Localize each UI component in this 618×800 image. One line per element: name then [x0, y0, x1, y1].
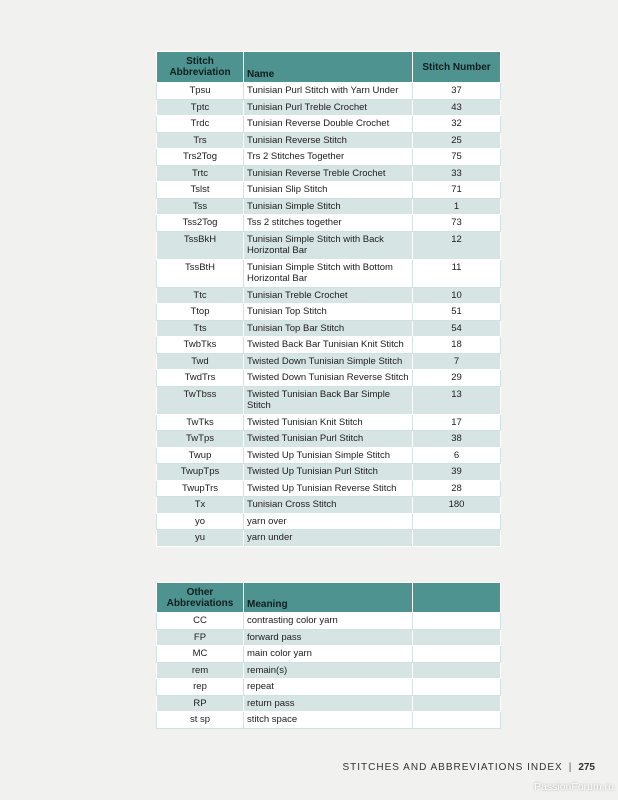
cell-empty — [413, 679, 501, 696]
table-row — [157, 320, 501, 337]
cell-name: Tunisian Reverse Stitch — [244, 132, 413, 149]
table-row — [157, 132, 501, 149]
table-row — [157, 629, 501, 646]
cell-meaning: return pass — [244, 695, 413, 712]
cell-abbrev: Trtc — [157, 165, 244, 182]
cell-name: Tss 2 stitches together — [244, 215, 413, 232]
table-row — [157, 337, 501, 354]
cell-empty — [413, 613, 501, 630]
cell-number: 12 — [413, 231, 501, 259]
table-row — [157, 464, 501, 481]
cell-empty — [413, 712, 501, 729]
table-row — [157, 287, 501, 304]
cell-number: 54 — [413, 320, 501, 337]
cell-name: Twisted Tunisian Knit Stitch — [244, 414, 413, 431]
table-row — [157, 480, 501, 497]
cell-abbrev: Tts — [157, 320, 244, 337]
cell-meaning: main color yarn — [244, 646, 413, 663]
cell-abbrev: TwTks — [157, 414, 244, 431]
cell-name: Twisted Down Tunisian Simple Stitch — [244, 353, 413, 370]
table-row — [157, 679, 501, 696]
cell-number: 6 — [413, 447, 501, 464]
table-row — [157, 497, 501, 514]
cell-abbrev: st sp — [157, 712, 244, 729]
table-row — [157, 198, 501, 215]
cell-abbrev: Tpsu — [157, 83, 244, 100]
cell-name: Tunisian Cross Stitch — [244, 497, 413, 514]
cell-name: Tunisian Top Bar Stitch — [244, 320, 413, 337]
column-header-empty — [413, 583, 501, 613]
cell-name: Twisted Back Bar Tunisian Knit Stitch — [244, 337, 413, 354]
cell-meaning: contrasting color yarn — [244, 613, 413, 630]
cell-abbrev: Trs2Tog — [157, 149, 244, 166]
cell-abbrev: rem — [157, 662, 244, 679]
cell-number: 37 — [413, 83, 501, 100]
table-row — [157, 99, 501, 116]
cell-name: Trs 2 Stitches Together — [244, 149, 413, 166]
stitch-table-body — [157, 83, 501, 547]
page-number: 275 — [578, 762, 595, 773]
column-header-meaning: Meaning — [244, 583, 413, 613]
table-row — [157, 712, 501, 729]
cell-name: Twisted Up Tunisian Purl Stitch — [244, 464, 413, 481]
stitch-abbreviations-table — [156, 51, 501, 547]
cell-name: Tunisian Simple Stitch with Back Horizontal Bar — [244, 231, 413, 259]
table-row — [157, 447, 501, 464]
cell-name: Twisted Up Tunisian Simple Stitch — [244, 447, 413, 464]
cell-number: 32 — [413, 116, 501, 133]
cell-number: 180 — [413, 497, 501, 514]
table-row — [157, 695, 501, 712]
cell-empty — [413, 662, 501, 679]
table-row — [157, 215, 501, 232]
table-row — [157, 353, 501, 370]
cell-number: 7 — [413, 353, 501, 370]
cell-abbrev: Tptc — [157, 99, 244, 116]
cell-abbrev: Trdc — [157, 116, 244, 133]
table-row — [157, 182, 501, 199]
cell-name: yarn under — [244, 530, 413, 547]
cell-abbrev: TwupTps — [157, 464, 244, 481]
table-row — [157, 231, 501, 259]
cell-name: Tunisian Reverse Treble Crochet — [244, 165, 413, 182]
cell-number: 39 — [413, 464, 501, 481]
cell-abbrev: Tss2Tog — [157, 215, 244, 232]
table-row — [157, 513, 501, 530]
cell-number: 75 — [413, 149, 501, 166]
table-row — [157, 149, 501, 166]
cell-number — [413, 530, 501, 547]
table-row — [157, 662, 501, 679]
cell-empty — [413, 629, 501, 646]
cell-number: 28 — [413, 480, 501, 497]
cell-meaning: forward pass — [244, 629, 413, 646]
cell-name: yarn over — [244, 513, 413, 530]
cell-name: Tunisian Simple Stitch with Bottom Horizontal Bar — [244, 259, 413, 287]
table-row — [157, 386, 501, 414]
table-header-row — [157, 52, 501, 83]
footer-separator: | — [568, 762, 573, 773]
cell-number: 43 — [413, 99, 501, 116]
table-row — [157, 116, 501, 133]
table-row — [157, 304, 501, 321]
cell-abbrev: TwTbss — [157, 386, 244, 414]
cell-number: 29 — [413, 370, 501, 387]
table-row — [157, 83, 501, 100]
cell-abbrev: TwdTrs — [157, 370, 244, 387]
table-row — [157, 414, 501, 431]
cell-abbrev: Ttop — [157, 304, 244, 321]
cell-abbrev: Tss — [157, 198, 244, 215]
table-row — [157, 165, 501, 182]
cell-abbrev: MC — [157, 646, 244, 663]
cell-meaning: stitch space — [244, 712, 413, 729]
cell-abbrev: Ttc — [157, 287, 244, 304]
table-row — [157, 613, 501, 630]
cell-abbrev: TssBtH — [157, 259, 244, 287]
cell-abbrev: Twd — [157, 353, 244, 370]
cell-abbrev: Tx — [157, 497, 244, 514]
cell-abbrev: rep — [157, 679, 244, 696]
cell-name: Tunisian Purl Stitch with Yarn Under — [244, 83, 413, 100]
cell-number — [413, 513, 501, 530]
cell-name: Twisted Tunisian Purl Stitch — [244, 431, 413, 448]
cell-number: 25 — [413, 132, 501, 149]
cell-name: Twisted Tunisian Back Bar Simple Stitch — [244, 386, 413, 414]
table-row — [157, 530, 501, 547]
cell-number: 1 — [413, 198, 501, 215]
section-title: STITCHES AND ABBREVIATIONS INDEX — [342, 762, 563, 773]
cell-name: Tunisian Purl Treble Crochet — [244, 99, 413, 116]
cell-empty — [413, 646, 501, 663]
table-row — [157, 646, 501, 663]
cell-name: Tunisian Simple Stitch — [244, 198, 413, 215]
cell-number: 17 — [413, 414, 501, 431]
watermark: PassionForum.ru — [534, 781, 614, 793]
cell-number: 51 — [413, 304, 501, 321]
other-table-body — [157, 613, 501, 729]
cell-meaning: remain(s) — [244, 662, 413, 679]
cell-number: 33 — [413, 165, 501, 182]
cell-abbrev: TwTps — [157, 431, 244, 448]
table-row — [157, 431, 501, 448]
cell-name: Tunisian Treble Crochet — [244, 287, 413, 304]
cell-abbrev: yu — [157, 530, 244, 547]
table-row — [157, 259, 501, 287]
column-header-stitch-number: Stitch Number — [413, 52, 501, 83]
cell-number: 73 — [413, 215, 501, 232]
cell-number: 11 — [413, 259, 501, 287]
column-header-abbreviation: Stitch Abbreviation — [157, 52, 244, 83]
cell-number: 18 — [413, 337, 501, 354]
cell-abbrev: TwupTrs — [157, 480, 244, 497]
cell-name: Twisted Up Tunisian Reverse Stitch — [244, 480, 413, 497]
table-header-row — [157, 583, 501, 613]
cell-abbrev: CC — [157, 613, 244, 630]
column-header-name: Name — [244, 52, 413, 83]
cell-abbrev: FP — [157, 629, 244, 646]
cell-abbrev: TwbTks — [157, 337, 244, 354]
cell-name: Tunisian Reverse Double Crochet — [244, 116, 413, 133]
cell-name: Tunisian Top Stitch — [244, 304, 413, 321]
cell-number: 13 — [413, 386, 501, 414]
cell-abbrev: Tslst — [157, 182, 244, 199]
cell-meaning: repeat — [244, 679, 413, 696]
cell-abbrev: TssBkH — [157, 231, 244, 259]
cell-abbrev: Twup — [157, 447, 244, 464]
cell-number: 10 — [413, 287, 501, 304]
other-abbreviations-table — [156, 582, 501, 729]
cell-abbrev: yo — [157, 513, 244, 530]
cell-abbrev: RP — [157, 695, 244, 712]
cell-number: 71 — [413, 182, 501, 199]
cell-name: Twisted Down Tunisian Reverse Stitch — [244, 370, 413, 387]
cell-empty — [413, 695, 501, 712]
page-footer — [343, 762, 596, 773]
cell-number: 38 — [413, 431, 501, 448]
cell-name: Tunisian Slip Stitch — [244, 182, 413, 199]
table-row — [157, 370, 501, 387]
cell-abbrev: Trs — [157, 132, 244, 149]
column-header-other-abbreviations: Other Abbreviations — [157, 583, 244, 613]
